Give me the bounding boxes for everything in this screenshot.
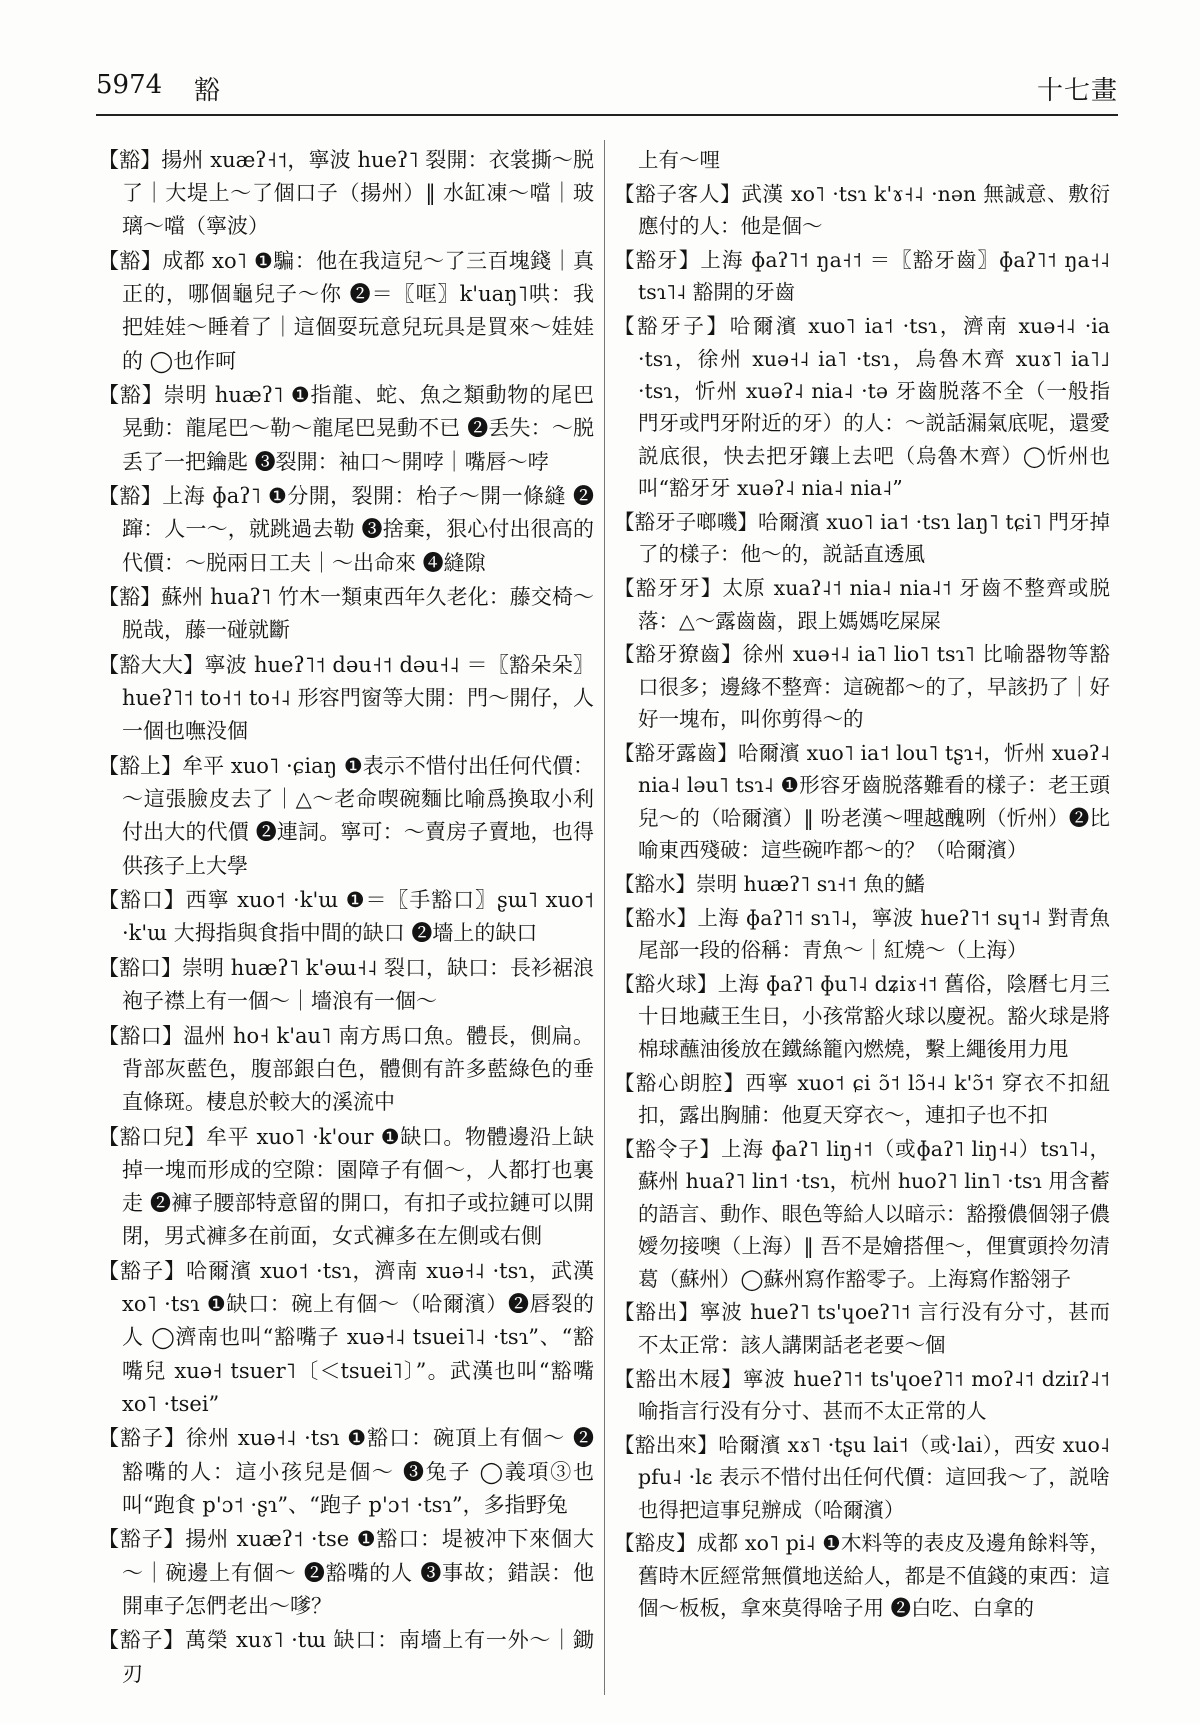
entry-headword: 【豁水】	[614, 872, 696, 897]
entry-headword: 【豁出】	[614, 1300, 700, 1325]
entry-text: 温州 ho˧ k'au˥ 南方馬口魚。體長，側扁。背部灰藍色，腹部銀白色，體側有許多藍綠色的垂直條斑。棲息於較大的溪流中	[122, 1023, 594, 1115]
entry-headword: 【豁口】	[98, 888, 186, 913]
dictionary-entry	[98, 144, 594, 244]
entry-headword: 【豁牙子】	[614, 314, 730, 339]
entry-headword: 【豁】	[98, 148, 162, 172]
entry-text: 揚州 xuæʔ˧˦，寧波 hueʔ˥ 裂開：衣裳撕～脱了｜大堤上～了個口子（揚州）‖ 水缸凍～噹｜玻璃～噹（寧波）	[122, 148, 595, 239]
dictionary-entry	[614, 1363, 1110, 1428]
dictionary-entry	[614, 1429, 1110, 1526]
entry-text: 寧波 hueʔ˥ ts'ɥoeʔ˥˦ 言行没有分寸，甚而不太正常：該人講閑話老老要～個	[638, 1300, 1111, 1357]
running-head-character: 豁	[194, 76, 221, 106]
entry-text: 揚州 xuæʔ˦ ·tse ❶豁口：堤被冲下來個大～｜碗邊上有個～ ❷豁嘴的人 ❸事故；錯誤：他開車子怎們老出～嗲？	[122, 1527, 594, 1618]
entry-text: 上有～哩	[638, 148, 720, 172]
dictionary-entry	[614, 244, 1110, 309]
entry-headword: 【豁口兒】	[98, 1124, 206, 1149]
entry-headword: 【豁皮】	[614, 1531, 697, 1556]
entry-headword: 【豁子】	[98, 1426, 187, 1451]
stroke-count-heading: 十七畫	[1036, 76, 1118, 106]
dictionary-entry	[98, 379, 594, 479]
dictionary-entry	[614, 868, 1110, 900]
entry-text: 寧波 hueʔ˥˦ dəu˧˦ dəu˧˨ ＝〖豁朵朵〗hueʔ˥˦ to˧˦ to˧˨ 形容門窗等大開：門～開仔，人一個也嘸没個	[122, 653, 594, 744]
dictionary-entry	[98, 1624, 594, 1690]
dictionary-entry	[98, 1422, 594, 1522]
dictionary-entry	[614, 1067, 1110, 1132]
left-column	[98, 144, 594, 1692]
entry-headword: 【豁子客人】	[614, 181, 742, 206]
entry-headword: 【豁口】	[98, 1023, 184, 1048]
entry-text: 太原 xuaʔ˨˦ nia˨ nia˨˦ 牙齒不整齊或脱落：△～露齒齒，跟上媽媽吃屎屎	[638, 576, 1110, 633]
entry-headword: 【豁】	[98, 484, 163, 509]
dictionary-entry	[614, 737, 1110, 867]
entry-headword: 【豁出來】	[614, 1432, 719, 1457]
entry-text: 徐州 xuə˧˨ ia˥ lio˥ tsɿ˥ 比喻器物等豁口很多；邊緣不整齊：這碗都～的了，早該扔了｜好好一塊布，叫你剪得～的	[638, 642, 1110, 732]
entry-text: 西寧 xuo˦ ·k'ɯ ❶＝〖手豁口〗ʂɯ˥ xuo˦ ·k'ɯ 大拇指與食指中間的缺口 ❷墻上的缺口	[122, 888, 594, 946]
entry-headword: 【豁】	[98, 383, 164, 408]
dictionary-entry	[614, 506, 1110, 571]
entry-text: 哈爾濱 xuo˥ ia˦ ·tsɿ laŋ˥ tɕi˥ 門牙掉了的樣子：他～的，説話直透風	[638, 510, 1111, 567]
dictionary-entry	[614, 638, 1110, 735]
dictionary-entry	[98, 1523, 594, 1623]
entry-text: 崇明 huæʔ˥ sɿ˧˦ 魚的鰭	[696, 872, 925, 897]
dictionary-entry	[614, 1133, 1110, 1295]
entry-text: 牟平 xuo˥ ·ɕiaŋ ❶表示不惜付出任何代價：～這張臉皮去了｜△～老命喫碗麵比喻爲換取小利付出大的代價 ❷連詞。寧可：～賣房子賣地，也得供孩子上大學	[122, 754, 595, 878]
column-divider	[604, 140, 605, 1695]
entry-text: 上海 ɸaʔ˥ ɸu˥˨ dʑiɤ˧˦ 舊俗，陰曆七月三十日地藏王生日，小孩常豁火球以慶祝。豁火球是將棉球蘸油後放在鐵絲籠內燃燒，繫上繩後用力甩	[638, 972, 1110, 1061]
entry-headword: 【豁子】	[98, 1628, 186, 1653]
dictionary-entry	[98, 750, 594, 883]
entry-headword: 【豁水】	[614, 905, 698, 930]
entry-text: 上海 ɸaʔ˥˦ sɿ˥˨，寧波 hueʔ˥˦ sɥ˦˨ 對青魚尾部一段的俗稱：青魚～｜紅燒～（上海）	[638, 905, 1110, 963]
dictionary-entry	[98, 1255, 594, 1421]
page-header	[96, 62, 1118, 116]
dictionary-entry	[614, 310, 1110, 504]
entry-headword: 【豁】	[98, 249, 163, 273]
entry-headword: 【豁牙子啷嘰】	[614, 510, 758, 535]
right-column	[614, 144, 1110, 1626]
entry-headword: 【豁牙露齒】	[614, 741, 738, 766]
entry-text: 成都 xo˥ pi˨ ❶木料等的表皮及邊角餘料等，舊時木匠經常無償地送給人，都是不值錢的東西：這個～板板，拿來莫得啥子用 ❷白吃、白拿的	[638, 1531, 1111, 1621]
entry-headword: 【豁出木屐】	[614, 1366, 743, 1391]
entry-text: 萬榮 xuɤ˥ ·tɯ 缺口：南墻上有一外～｜鋤刃	[122, 1628, 594, 1686]
entry-text: 西寧 xuo˦ ɕi ɔ̃˦ lɔ̃˧˨ k'ɔ̃˦ 穿衣不扣紐扣，露出胸脯：他夏天穿衣～，連扣子也不扣	[638, 1070, 1110, 1128]
dictionary-entry	[614, 968, 1110, 1065]
entry-text: 上海 ɸaʔ˥˦ ŋa˧˦ ＝〖豁牙齒〗ɸaʔ˥˦ ŋa˧˨ tsɿ˥˨ 豁開的牙齒	[638, 248, 1111, 305]
dictionary-entry	[98, 245, 594, 378]
entry-text: 成都 xo˥ ❶騙：他在我這兒～了三百塊錢｜真正的，哪個龜兒子～你 ❷＝〖哐〗k'uaŋ˥哄：我把娃娃～睡着了｜這個耍玩意兒玩具是買來～娃娃的 ◯也作呵	[122, 249, 594, 373]
entry-headword: 【豁牙獠齒】	[614, 642, 743, 667]
dictionary-entry	[614, 1296, 1110, 1361]
entry-text: 牟平 xuo˥ ·k'our ❶缺口。物體邊沿上缺掉一塊而形成的空隙：園障子有個～，人都打也裏走 ❷褲子腰部特意留的開口，有扣子或拉鏈可以開閉，男式褲多在前面，女式褲多在左側或右側	[122, 1124, 594, 1249]
entry-headword: 【豁上】	[98, 754, 183, 778]
dictionary-entry	[98, 649, 594, 749]
dictionary-entry	[98, 884, 594, 950]
entry-headword: 【豁子】	[98, 1527, 186, 1552]
dictionary-entry	[98, 480, 594, 580]
entry-headword: 【豁牙】	[614, 248, 701, 272]
entry-text: 上海 ɸaʔ˥ ❶分開，裂開：枱子～開一條縫 ❷蹿：人一～，就跳過去勒 ❸捨棄，狠心付出很高的代價：～脱兩日工夫｜～出命來 ❹縫隙	[122, 484, 595, 575]
dictionary-entry	[614, 144, 1110, 176]
entry-text: 哈爾濱 xuo˦ ·tsɿ，濟南 xuə˧˨ ·tsɿ，武漢 xo˥ ·tsɿ ❶缺口：碗上有個～（哈爾濱）❷唇裂的人 ◯濟南也叫“豁嘴子 xuə˧˨ tsuei˥˨ ·tsɿ”、“豁嘴兒 xuə˧ tsuer˥〔＜tsuei˥〕”。武漢也叫“豁嘴 xo˥ ·tsei”	[122, 1259, 594, 1416]
entry-text: 哈爾濱 xɤ˥ ·tʂu lai˦（或·lai），西安 xuo˨ pfu˨ ·lɛ 表示不惜付出任何代價：這回我～了，説啥也得把這事兒辦成（哈爾濱）	[638, 1432, 1111, 1522]
dictionary-entry	[98, 1121, 594, 1254]
entry-headword: 【豁大大】	[98, 653, 205, 677]
entry-text: 崇明 huæʔ˥ ❶指龍、蛇、魚之類動物的尾巴晃動：龍尾巴～勒～龍尾巴晃動不已 ❷丢失：～脱丢了一把鑰匙 ❸裂開：袖口～開哱｜嘴唇～哱	[122, 383, 594, 474]
entry-headword: 【豁】	[98, 585, 162, 610]
entry-headword: 【豁子】	[98, 1259, 187, 1283]
entry-text: 上海 ɸaʔ˥ liŋ˧˦（或ɸaʔ˥ liŋ˧˨）tsɿ˥˨，蘇州 huaʔ˥ lin˦ ·tsɿ，杭州 huoʔ˥ lin˥ ·tsɿ 用含蓄的語言、動作、眼色等給人以暗示：豁撥儂個翎子儂嬡勿接噢（上海）‖ 吾不是嬒搭俚～，俚實頭拎勿清葛（蘇州）◯蘇州寫作豁零子。上海寫作豁翎子	[638, 1136, 1111, 1291]
entry-text: 徐州 xuə˧˨ ·tsɿ ❶豁口：碗頂上有個～ ❷豁嘴的人：這小孩兒是個～ ❸兔子 ◯義項③也叫“跑食 p'ɔ˦ ·ʂɿ”、“跑子 p'ɔ˦ ·tsɿ”，多指野兔	[122, 1426, 595, 1517]
entry-text: 武漢 xo˥ ·tsɿ k'ɤ˧˨ ·nən 無誠意、敷衍應付的人：他是個～	[638, 181, 1111, 239]
entry-headword: 【豁心朗腔】	[614, 1070, 746, 1095]
entry-text: 哈爾濱 xuo˥ ia˦ lou˥ tʂɿ˧，忻州 xuəʔ˨ nia˨ ləu˥ tsɿ˨ ❶形容牙齒脱落難看的樣子：老王頭兒～的（哈爾濱）‖ 吩老漢～哩越醜咧（忻州）❷比喻東西殘破：這些碗咋都～的？（哈爾濱）	[638, 741, 1110, 863]
entry-headword: 【豁口】	[98, 956, 183, 980]
dictionary-entry	[98, 1020, 594, 1120]
dictionary-entry	[614, 902, 1110, 967]
entry-text: 崇明 huæʔ˥ k'əɯ˧˨ 裂口，缺口：長衫裾浪袍子襟上有一個～｜墻浪有一個～	[122, 956, 595, 1014]
dictionary-entry	[614, 572, 1110, 637]
entry-headword: 【豁令子】	[614, 1136, 722, 1161]
page-number: 5974	[96, 70, 163, 100]
dictionary-entry	[98, 581, 594, 647]
entry-text: 哈爾濱 xuo˥ ia˦ ·tsɿ，濟南 xuə˧˨ ·ia ·tsɿ，徐州 xuə˧˨ ia˥ ·tsɿ，烏魯木齊 xuɤ˥ ia˥˩ ·tsɿ，忻州 xuəʔ˨ nia˨ ·tə 牙齒脱落不全（一般指門牙或門牙附近的牙）的人：～説話漏氣底呢，還愛説底很，快去把牙鑲上去吧（烏魯木齊）◯忻州也叫“豁牙牙 xuəʔ˨ nia˨ nia˨”	[638, 314, 1111, 501]
entry-headword: 【豁牙牙】	[614, 576, 723, 601]
entry-text: 蘇州 huaʔ˥ 竹木一類東西年久老化：藤交椅～脱哉，藤一碰就斷	[122, 585, 594, 643]
dictionary-entry	[614, 178, 1110, 243]
dictionary-entry	[614, 1527, 1110, 1624]
dictionary-entry	[98, 952, 594, 1018]
entry-headword: 【豁火球】	[614, 972, 718, 997]
entry-text: 寧波 hueʔ˥˦ ts'ɥoeʔ˥˦ moʔ˨˦ dziɪʔ˨˦ 喻指言行没有分寸、甚而不太正常的人	[638, 1366, 1110, 1423]
